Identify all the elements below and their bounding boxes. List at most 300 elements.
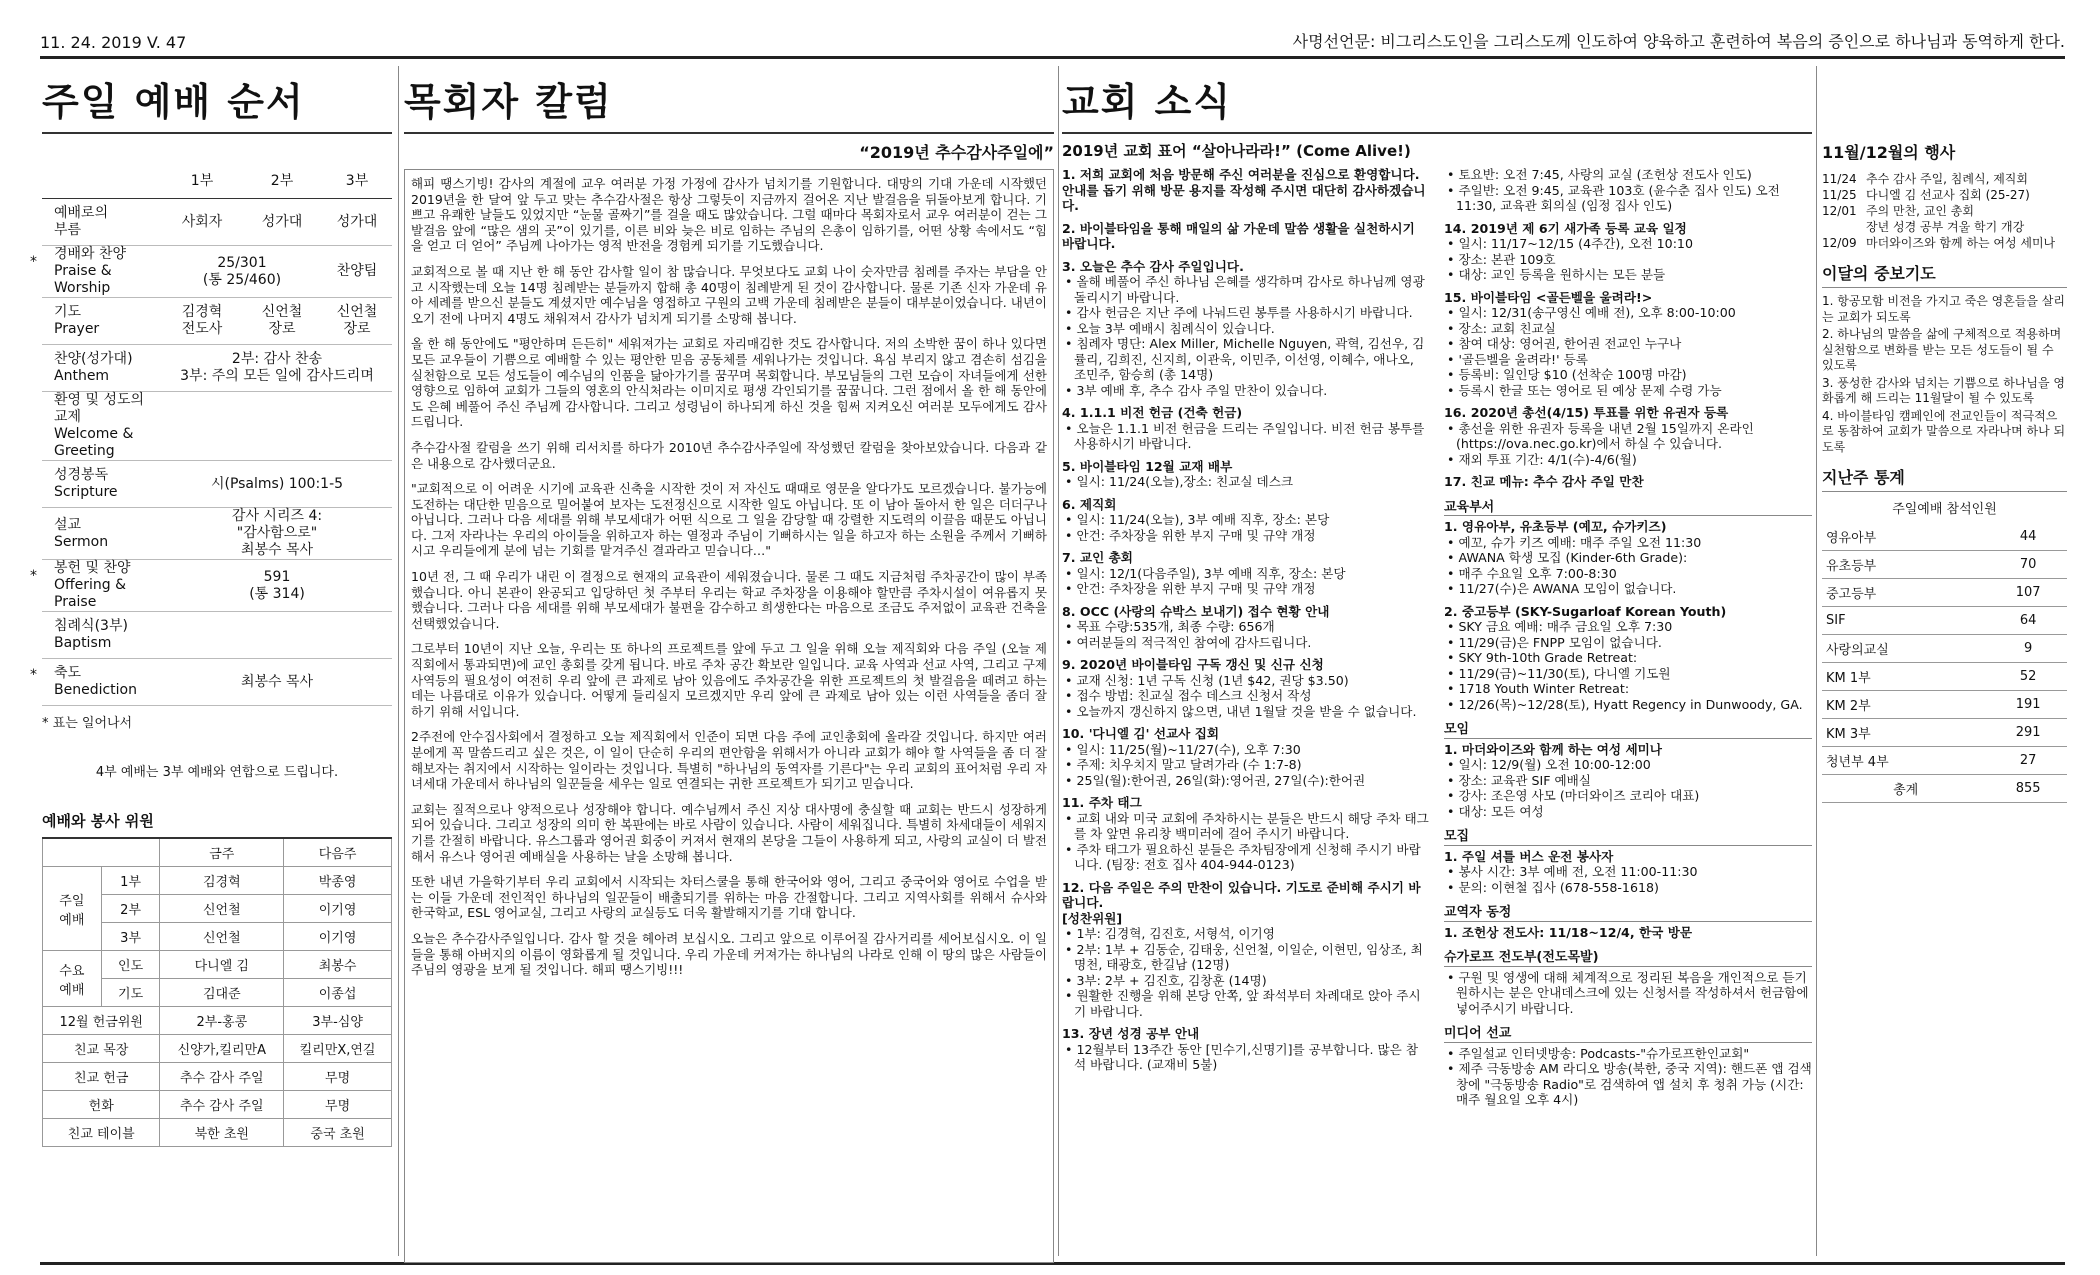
news-item xyxy=(1062,550,1430,597)
staff-this-week: 다니엘 김 xyxy=(160,951,284,979)
news-item-title: 5. 바이블타임 12월 교재 배부 xyxy=(1062,458,1233,474)
order-value: 591 (통 314) xyxy=(249,568,305,602)
order-label: 경배와 찬양 Praise & Worship xyxy=(54,246,127,296)
title-rule xyxy=(404,132,1054,134)
stand-marker: * xyxy=(30,568,37,584)
staff-role: 친교 테이블 xyxy=(43,1119,160,1147)
staff-this-week: 김대준 xyxy=(160,979,284,1007)
table-row xyxy=(1822,663,2067,691)
order-row xyxy=(42,461,392,508)
news-bullet: • 예꼬, 슈가 키즈 예배: 매주 주일 오전 11:30 xyxy=(1456,535,1812,551)
staff-table xyxy=(42,837,392,1147)
news-item-bullets xyxy=(1062,474,1430,490)
column-paragraph: 2주전에 안수집사회에서 결정하고 오늘 제직회에서 인준이 되면 다음 주에 교인총회에 올라갈 것입니다. 하지만 여러분에게 꼭 말씀드리고 싶은 것은, 이 일이 단순히 우리의 편안함을 위해서가 아니라 교회가 해야 할 사역들을 좀 더 잘해보자는 취지에서 시작하는 일이라는 것입니다. 특별히 "하나님의 동역자를 기른다"는 우리 교회의 표어처럼 우리 자녀세대 가운데서 하나님의 일꾼들을 세우는 일로 연결되는 귀한 프로젝트가 되기고 믿습니다. xyxy=(411,729,1047,792)
news-title: 교회 소식 xyxy=(1062,80,1233,124)
staff-this-week: 신양가,킬리만A xyxy=(160,1035,284,1063)
joint-service-note: 4부 예배는 3부 예배와 연합으로 드립니다. xyxy=(95,765,339,780)
order-row xyxy=(42,508,392,560)
news-bullet: • 제주 극동방송 AM 라디오 방송(북한, 중국 지역): 핸드폰 앱 검색창에 "극동방송 Radio"로 검색하여 앱 설치 후 청취 가능 (시간: 매주 월요일 오후 4시) xyxy=(1456,1061,1812,1108)
stat-value: 291 xyxy=(1989,719,2067,747)
news-bullet: • AWANA 학생 모집 (Kinder-6th Grade): xyxy=(1456,550,1812,566)
event-date: 12/01 xyxy=(1822,204,1857,218)
service-col-header: 3부 xyxy=(345,172,369,189)
events-title: 11월/12월의 행사 xyxy=(1822,143,1956,162)
table-row xyxy=(1822,523,2067,551)
news-bullet: • 일시: 12/1(다음주일), 3부 예배 직후, 장소: 본당 xyxy=(1074,566,1430,582)
news-item xyxy=(1062,497,1430,544)
order-value: 최봉수 목사 xyxy=(240,673,314,690)
order-row xyxy=(30,560,392,612)
order-row xyxy=(42,345,392,392)
news-item-title: 8. OCC (사랑의 슈박스 보내기) 접수 현황 안내 xyxy=(1062,603,1330,619)
news-item-bullets xyxy=(1444,619,1812,712)
stats-title: 지난주 통계 xyxy=(1822,465,2067,492)
news-item-title: 17. 친교 메뉴: 추수 감사 주일 만찬 xyxy=(1444,474,1644,489)
staff-slot: 2부 xyxy=(101,895,160,923)
stat-value: 9 xyxy=(1989,635,2067,663)
order-value: 25/301 (통 25/460) xyxy=(202,254,282,288)
staff-this-week: 김경혁 xyxy=(160,867,284,895)
news-bullet: • 주일설교 인터넷방송: Podcasts-"슈가로프한인교회" xyxy=(1456,1046,1812,1062)
divider xyxy=(1816,66,1817,1256)
staff-group: 수요 예배 xyxy=(43,951,102,1007)
stats-subtitle: 주일예배 참석인원 xyxy=(1892,502,1997,517)
dept-heading: 모집 xyxy=(1444,829,1812,846)
church-motto: 2019년 교회 표어 “살아나라라!” (Come Alive!) xyxy=(1062,142,1411,160)
order-row xyxy=(42,392,392,461)
column-paragraph: 해피 땡스기빙! 감사의 계절에 교우 여러분 가정 가정에 감사가 넘치기를 기원합니다. 대망의 기대 가운데 시작했던 2019년을 한 달여 앞 두고 맞는 추수감사절은 항상 그렇듯이 지금까지 걸어온 지난 발걸음을 뒤돌아보게 합니다. 기쁘고 유쾌한 날들도 있었지만 “눈물 골짜기”를 걸을 때도 많았습니다. 그럴 때마다 목회자로서 교우 여러분이 걷는 그 발걸음 앞에 “많은 샘의 곳”이 있기를, 이른 비와 늦은 비로 임하는 주님의 은총이 임하기를, 어떤 상황 속에서도 “힘을 얻고 더 얻어” 주님께 나아가는 영적 반전을 경험케 되기를 기도했습니다. xyxy=(411,176,1047,254)
news-bullet: • 25일(월):한어권, 26일(화):영어권, 27일(수):한어권 xyxy=(1074,773,1430,789)
dept-heading: 모임 xyxy=(1444,722,1812,739)
dept-heading: 슈가로프 전도부(전도목발) xyxy=(1444,950,1812,967)
column-paragraph: 그로부터 10년이 지난 오늘, 우리는 또 하나의 프로젝트를 앞에 두고 그 일을 위해 오늘 제직회와 다음 주일 (오늘 제직회에서 통과되면)에 교인 총회를 갖게 됩니다. 바로 주차 공간 확보란 일입니다. 교육 사역과 선교 사역, 그리고 구제 사역등의 필요성이 여전히 우리 앞에 큰 과제로 남아 있음에도 주차공간을 위한 프로젝트의 첫 발걸음을 떼려고 하는 데는 나름대로 이유가 있습니다. 어떻게 들리실지 모르겠지만 우리 앞에 큰 과제로 남아 있는 이런 사역들을 좀더 잘 하기 위해 서입니다. xyxy=(411,641,1047,719)
staff-this-week: 신언철 xyxy=(160,923,284,951)
news-item-title: 6. 제직회 xyxy=(1062,496,1117,512)
news-item-title: 13. 장년 성경 공부 안내 xyxy=(1062,1026,1200,1041)
event-name: 주의 만찬, 교인 총회 xyxy=(1866,204,1974,218)
prayer-item: 2. 하나님의 말씀을 삶에 구체적으로 적용하며 실천함으로 변화를 받는 모든 성도들이 될 수 있도록 xyxy=(1822,327,2062,372)
news-bullet: • 여러분들의 적극적인 참여에 감사드립니다. xyxy=(1074,635,1430,651)
order-row xyxy=(42,298,392,345)
prayer-item: 4. 바이블타임 캠페인에 전교인들이 적극적으로 동참하여 교회가 말씀으로 자라나며 하나 되도록 xyxy=(1822,408,2066,454)
news-bullet: • 대상: 모든 여성 xyxy=(1456,804,1812,820)
staff-this-week: 신언철 xyxy=(160,895,284,923)
staff-slot: 기도 xyxy=(101,979,160,1007)
news-bullet: • 3부: 2부 + 김진호, 김창훈 (14명) xyxy=(1074,973,1430,989)
staff-next-week: 중국 초원 xyxy=(284,1119,392,1147)
staff-next-week: 이종섭 xyxy=(284,979,392,1007)
table-row xyxy=(43,1119,392,1147)
staff-title: 예배와 봉사 위원 xyxy=(42,812,154,830)
news-bullet: • 매주 수요일 오후 7:00-8:30 xyxy=(1456,566,1812,582)
event-row xyxy=(1822,171,2067,187)
event-date: 11/24 xyxy=(1822,172,1857,186)
staff-this-week: 추수 감사 주일 xyxy=(160,1063,284,1091)
order-header xyxy=(42,164,392,199)
order-value: 찬양팀 xyxy=(336,263,378,279)
news-bullet: • 교회 내와 미국 교회에 주차하시는 분들은 반드시 해당 주차 태그를 차 앞면 유리창 백미러에 걸어 주시기 바랍니다. xyxy=(1074,811,1430,842)
news-item xyxy=(1062,221,1430,252)
order-row xyxy=(42,612,392,659)
stat-value: 27 xyxy=(1989,747,2067,775)
news-item-bullets xyxy=(1062,619,1430,650)
column-paragraph: 교회는 질적으로나 양적으로나 성장해야 합니다. 예수님께서 주신 지상 대사명에 충실할 때 교회는 반드시 성장하게 되어 있습니다. 그리고 성장의 의미 한 복판에는 바로 사람이 있습니다. 사람이 세워집니다. 특별히 차세대들이 세워지기를 간절히 바랍니다. 유스그룹과 영어권 회중이 커져서 현재의 본당을 그들이 사용하게 되고, 사랑의 교실이 더 발전해서 유스나 영어권 예배실을 사용하는 날을 소망해 봅니다. xyxy=(411,801,1047,864)
news-item-bullets xyxy=(1062,811,1430,873)
order-label: 성경봉독 Scripture xyxy=(54,467,118,500)
dept-heading: 미디어 선교 xyxy=(1444,1026,1812,1043)
news-bullet: • 강사: 조은영 사모 (마더와이즈 코리아 대표) xyxy=(1456,788,1812,804)
news-item xyxy=(1444,290,1812,399)
news-bullet: • 접수 방법: 친교실 접수 데스크 신청서 작성 xyxy=(1074,688,1430,704)
event-date: 12/09 xyxy=(1822,236,1857,250)
stat-label: 총계 xyxy=(1822,775,1989,803)
news-bullet: • 침례자 명단: Alex Miller, Michelle Nguyen, 곽혁, 김선우, 김률리, 김희진, 신지희, 이관욱, 이민주, 이선영, 이혜수, 애나오, 조민주, 함승희 (총 14명) xyxy=(1074,336,1430,383)
news-item xyxy=(1062,167,1430,214)
stat-value: 107 xyxy=(1989,579,2067,607)
table-row xyxy=(43,1091,392,1119)
worship-order-column xyxy=(30,72,392,1147)
staff-next-week: 3부-심양 xyxy=(284,1007,392,1035)
table-row xyxy=(1822,775,2067,803)
news-item-bullets xyxy=(1062,274,1430,398)
news-item-bullets xyxy=(1062,926,1430,1019)
staff-slot: 인도 xyxy=(101,951,160,979)
news-item-title: 4. 1.1.1 비전 헌금 (건축 헌금) xyxy=(1062,405,1243,420)
news-bullet: • 교재 신청: 1년 구독 신청 (1년 $42, 권당 $3.50) xyxy=(1074,673,1430,689)
dept-heading: 교육부서 xyxy=(1444,500,1812,517)
news-item xyxy=(1062,604,1430,651)
stat-label: 청년부 4부 xyxy=(1822,747,1989,775)
news-item-title: 2. 중고등부 (SKY-Sugarloaf Korean Youth) xyxy=(1444,603,1727,619)
news-bullet: • 1부: 김경혁, 김진호, 서형석, 이기영 xyxy=(1074,926,1430,942)
news-item xyxy=(1062,795,1430,873)
order-label: 침례식(3부) Baptism xyxy=(54,618,128,651)
stat-value: 44 xyxy=(1989,523,2067,551)
staff-next-week: 박종영 xyxy=(284,867,392,895)
news-item-title: 3. 오늘은 추수 감사 주일입니다. xyxy=(1062,258,1244,274)
dept-heading: 교역자 동정 xyxy=(1444,905,1812,922)
news-item xyxy=(1444,405,1812,467)
news-left xyxy=(1062,167,1430,1115)
title-rule xyxy=(1062,132,1812,134)
news-bullet: • 일시: 11/17~12/15 (4주간), 오전 10:10 xyxy=(1456,236,1812,252)
news-item-bullets xyxy=(1062,421,1430,452)
news-bullet: • 봉사 시간: 3부 예배 전, 오전 11:00-11:30 xyxy=(1456,864,1812,880)
stat-value: 70 xyxy=(1989,551,2067,579)
table-row xyxy=(43,951,392,979)
column-body xyxy=(404,169,1054,1263)
order-label: 기도 Prayer xyxy=(54,304,100,337)
news-bullet: • 등록시 한글 또는 영어로 된 예상 문제 수령 가능 xyxy=(1456,383,1812,399)
news-item-bullets xyxy=(1062,512,1430,543)
news-item-title: 1. 조헌상 전도사: 11/18~12/4, 한국 방문 xyxy=(1444,924,1693,940)
news-item xyxy=(1062,726,1430,788)
news-bullet: • 2부: 1부 + 김동순, 김태웅, 신언철, 이일순, 이현민, 임상조, 최명천, 태광호, 한길남 (12명) xyxy=(1074,942,1430,973)
prayer-title: 이달의 중보기도 xyxy=(1822,261,2067,288)
news-bullet: • 오늘까지 갱신하지 않으면, 내년 1월달 것을 받을 수 없습니다. xyxy=(1074,704,1430,720)
news-item xyxy=(1062,459,1430,490)
table-row xyxy=(43,1007,392,1035)
stand-marker: * xyxy=(30,667,37,683)
news-item-title: 1. 영유아부, 유초등부 (예꼬, 슈가키즈) xyxy=(1444,519,1667,534)
event-row xyxy=(1822,203,2067,219)
stand-note: * 표는 일어나서 xyxy=(42,716,133,731)
title-rule xyxy=(42,132,392,134)
worship-order-title: 주일 예배 순서 xyxy=(42,80,305,124)
news-bullet: • 일시: 12/9(월) 오전 10:00-12:00 xyxy=(1456,757,1812,773)
sidebar-column xyxy=(1822,72,2067,803)
news-bullet: • '골든벨을 울려라!' 등록 xyxy=(1456,352,1812,368)
news-item-title: 1. 주일 셔틀 버스 운전 봉사자 xyxy=(1444,848,1614,864)
news-bullet: • 장소: 교육관 SIF 예배실 xyxy=(1456,773,1812,789)
prayer-item: 1. 항공모함 비전을 가지고 죽은 영혼들을 살리는 교회가 되도록 xyxy=(1822,294,2065,324)
prayer-item: 3. 풍성한 감사와 넘치는 기쁨으로 하나님을 영화롭게 해 드리는 11월달이 될 수 있도록 xyxy=(1822,375,2065,405)
stat-label: 영유아부 xyxy=(1822,523,1989,551)
news-item-bullets xyxy=(1444,167,1812,214)
stat-label: KM 3부 xyxy=(1822,719,1989,747)
order-value: 신언철 장로 xyxy=(336,304,378,337)
news-right xyxy=(1444,167,1812,1115)
column-paragraph: 10년 전, 그 때 우리가 내린 이 결정으로 현재의 교육관이 세워졌습니다. 물론 그 때도 지금처럼 주차공간이 많이 부족했습니다. 아니 본관이 완공되고 입당하던 첫 주부터 우리는 학교 주차장을 이용해야 할만큼 주차시설이 여유롭지 못했습니다. 그러나 다음 세대를 위해 부모세대가 불편을 감수하고 희생한다는 마음으로 조금도 주저없이 교육관 건축을 선택했었습니다. xyxy=(411,569,1047,631)
column-paragraph: 오늘은 추수감사주일입니다. 감사 할 것을 헤아려 보십시오. 그리고 앞으로 이루어질 감사거리를 세어보십시오. 이 일들을 통해 아버지의 이름이 영화롭게 될 것입니다. 우리 가운데 커져가는 하나님의 나라로 인해 이 땅의 많은 사람들이 주님의 영광을 보게 될 것입니다. 해피 땡스기빙!!! xyxy=(411,930,1047,978)
news-item-bullets xyxy=(1062,673,1430,720)
news-bullet: • 일시: 11/25(월)~11/27(수), 오후 7:30 xyxy=(1074,742,1430,758)
news-bullet: • 안건: 주차장을 위한 부지 구매 및 규약 개정 xyxy=(1074,581,1430,597)
column-paragraph: 추수감사절 칼럼을 쓰기 위해 리서치를 하다가 2010년 추수감사주일에 작성했던 칼럼을 찾아보았습니다. 다음과 같은 내용으로 감사했더군요. xyxy=(411,439,1047,471)
news-bullet: • 오늘 3부 예배시 침례식이 있습니다. xyxy=(1074,321,1430,337)
issue-date: 11. 24. 2019 V. 47 xyxy=(40,33,187,52)
stat-label: 사랑의교실 xyxy=(1822,635,1989,663)
news-bullet: • 11/27(수)은 AWANA 모임이 없습니다. xyxy=(1456,581,1812,597)
news-item-bullets xyxy=(1444,535,1812,597)
news-bullet: • 3부 예배 후, 추수 감사 주일 만찬이 있습니다. xyxy=(1074,383,1430,399)
news-item-bullets xyxy=(1062,566,1430,597)
staff-role: 헌화 xyxy=(43,1091,160,1119)
stat-value: 191 xyxy=(1989,691,2067,719)
news-bullet: • 일시: 11/24(오늘), 3부 예배 직후, 장소: 본당 xyxy=(1074,512,1430,528)
event-name: 장년 성경 공부 겨울 학기 개강 xyxy=(1866,220,2025,234)
order-value: 성가대 xyxy=(336,213,378,230)
stat-label: 유초등부 xyxy=(1822,551,1989,579)
pastor-column-title: 목회자 칼럼 xyxy=(404,80,613,124)
event-row xyxy=(1822,235,2067,251)
news-bullet: • 문의: 이현철 집사 (678-558-1618) xyxy=(1456,880,1812,896)
news-item-bullets xyxy=(1444,421,1812,468)
staff-col-header: 다음주 xyxy=(284,838,392,867)
column-subtitle: “2019년 추수감사주일에” xyxy=(859,143,1054,162)
table-row xyxy=(1822,579,2067,607)
news-item-title: 1. 마더와이즈와 함께 하는 여성 세미나 xyxy=(1444,741,1662,757)
event-name: 마더와이즈와 함께 하는 여성 세미나 xyxy=(1866,236,2056,250)
news-bullet: • 장소: 교회 친교실 xyxy=(1456,321,1812,337)
column-paragraph: 또한 내년 가을학기부터 우리 교회에서 시작되는 차터스쿨을 통해 한국어와 영어, 그리고 중국어와 영어로 수업을 받는 이들 가운데 전인적인 하나님의 일꾼들이 배출되기를 위하는 마음 간절합니다. 그리고 지역사회를 위해서 슈사와 한국학교, ESL 영어교실, 그리고 사랑의 교실등도 더욱 활발해지기를 기대 합니다. xyxy=(411,874,1047,921)
news-bullet: • 감사 헌금은 지난 주에 나눠드린 봉투를 사용하시기 바랍니다. xyxy=(1074,305,1430,321)
staff-next-week: 킬리만X,연길 xyxy=(284,1035,392,1063)
order-row xyxy=(30,659,392,706)
events-list xyxy=(1822,171,2067,251)
news-item-title: 14. 2019년 제 6기 새가족 등록 교육 일정 xyxy=(1444,220,1687,236)
order-value: 성가대 xyxy=(261,213,303,230)
stats-table xyxy=(1822,523,2067,803)
table-row xyxy=(43,867,392,895)
order-value: 사회자 xyxy=(181,213,223,230)
news-item xyxy=(1444,519,1812,597)
news-bullet: • 대상: 교인 등록을 원하시는 모든 분들 xyxy=(1456,267,1812,283)
news-bullet: • 일시: 12/31(송구영신 예배 전), 오후 8:00-10:00 xyxy=(1456,305,1812,321)
prayer-list xyxy=(1822,294,2067,455)
staff-next-week: 이기영 xyxy=(284,923,392,951)
news-item xyxy=(1444,970,1812,1017)
news-item-title: 7. 교인 총회 xyxy=(1062,550,1133,565)
news-item-title: 2. 바이블타임을 통해 매일의 삶 가운데 말씀 생활을 실천하시기 바랍니다. xyxy=(1062,220,1415,251)
news-bullet: • 일시: 11/24(오늘),장소: 친교실 데스크 xyxy=(1074,474,1430,490)
stat-value: 64 xyxy=(1989,607,2067,635)
news-item-title: 11. 주차 태그 xyxy=(1062,795,1142,810)
mission-statement: 사명선언문: 비그리스도인을 그리스도께 인도하여 양육하고 훈련하여 복음의 증인으로 하나님과 동역하게 한다. xyxy=(1292,32,2065,51)
order-label: 예배로의 부름 xyxy=(54,205,109,238)
table-row xyxy=(1822,747,2067,775)
news-item-bullets xyxy=(1444,305,1812,398)
news-item xyxy=(1062,405,1430,452)
top-bar xyxy=(40,20,2065,52)
worship-order-table xyxy=(30,164,392,706)
staff-col-header: 금주 xyxy=(160,838,284,867)
staff-group: 주일 예배 xyxy=(43,867,102,951)
staff-this-week: 북한 초원 xyxy=(160,1119,284,1147)
service-col-header: 2부 xyxy=(270,172,294,189)
table-row xyxy=(1822,719,2067,747)
news-bullet: • 원활한 진행을 위해 본당 안쪽, 앞 좌석부터 차례대로 앉아 주시기 바랍니다. xyxy=(1074,988,1430,1019)
news-bullet: • 12/26(목)~12/28(토), Hyatt Regency in Dunwoody, GA. xyxy=(1456,697,1812,713)
staff-role: 친교 헌금 xyxy=(43,1063,160,1091)
order-value: 김경혁 전도사 xyxy=(181,304,223,337)
news-bullet: • 11/29(금)은 FNPP 모임이 없습니다. xyxy=(1456,635,1812,651)
news-item xyxy=(1444,742,1812,820)
column-paragraph: 올 한 해 동안에도 "평안하며 든든히" 세워져가는 교회로 자리매김한 것도 감사합니다. 저의 소박한 꿈이 하나 있다면 모든 교우들이 기쁨으로 예배할 수 있는 평안한 믿음 공동체를 세워나가는 것입니다. 욕심 부리지 않고 겸손히 섬김을 실천함으로 모든 성도들이 예수님의 인품을 닮아가기를 꿈꾸며 목회합니다. 부모님들의 그런 모습이 자녀들에게 선한 영향으로 임하여 교회가 그들의 영혼의 안식처라는 이미지로 평생 각인되기를 꿈꿉니다. 그런 점에서 올 한 해 동안에도 은혜 베풀어 주신 주님께 감사합니다. 그리고 성령님이 하나되게 하신 것을 힘써 지켜오신 여러분 모두에게도 감사드립니다. xyxy=(411,336,1047,430)
news-bullet: • 총선을 위한 유권자 등록을 내년 2월 15일까지 온라인(https://ova.nec.go.kr)에서 하실 수 있습니다. xyxy=(1456,421,1812,452)
event-name: 다니엘 김 선교사 집회 (25-27) xyxy=(1866,188,2030,202)
news-bullet: • 올해 베풀어 주신 하나님 은혜를 생각하며 감사로 하나님께 영광 돌리시기 바랍니다. xyxy=(1074,274,1430,305)
order-row xyxy=(30,246,392,298)
order-value: 시(Psalms) 100:1-5 xyxy=(210,475,344,492)
header-blank xyxy=(43,838,160,867)
table-row xyxy=(1822,607,2067,635)
event-date xyxy=(1822,219,1866,235)
staff-role: 친교 목장 xyxy=(43,1035,160,1063)
news-item-title: 12. 다음 주일은 주의 만찬이 있습니다. 기도로 준비해 주시기 바랍니다. xyxy=(1062,879,1421,910)
news-bullet: • 오늘은 1.1.1 비전 헌금을 드리는 주일입니다. 비전 헌금 봉투를 사용하시기 바랍니다. xyxy=(1074,421,1430,452)
event-name: 추수 감사 주일, 침례식, 제직회 xyxy=(1866,172,2028,186)
table-row xyxy=(1822,635,2067,663)
stat-label: SIF xyxy=(1822,607,1989,635)
divider xyxy=(1058,66,1059,1256)
top-rule xyxy=(40,56,2065,59)
staff-next-week: 최봉수 xyxy=(284,951,392,979)
news-item-bullets xyxy=(1444,864,1812,895)
news-item xyxy=(1062,657,1430,719)
table-row xyxy=(1822,551,2067,579)
pastor-column xyxy=(404,72,1054,1263)
divider xyxy=(398,66,399,1256)
news-item xyxy=(1062,259,1430,399)
staff-this-week: 2부-홍콩 xyxy=(160,1007,284,1035)
stat-label: KM 1부 xyxy=(1822,663,1989,691)
news-item xyxy=(1444,474,1812,490)
service-col-header: 1부 xyxy=(190,172,214,189)
order-value: 2부: 감사 찬송 3부: 주의 모든 일에 감사드리며 xyxy=(180,351,374,384)
order-label: 축도 Benediction xyxy=(54,665,137,698)
news-item-bullets xyxy=(1444,1046,1812,1108)
news-bullet: • 안건: 주차장을 위한 부지 구매 및 규약 개정 xyxy=(1074,528,1430,544)
event-row xyxy=(1822,187,2067,203)
news-item-title: 16. 2020년 총선(4/15) 투표를 위한 유권자 등록 xyxy=(1444,405,1729,420)
news-bullet: • 11/29(금)~11/30(토), 다니엘 기도원 xyxy=(1456,666,1812,682)
staff-next-week: 무명 xyxy=(284,1063,392,1091)
news-item xyxy=(1444,221,1812,283)
news-bullet: • 토요반: 오전 7:45, 사랑의 교실 (조헌상 전도사 인도) xyxy=(1456,167,1812,183)
news-item xyxy=(1444,167,1812,214)
news-item-title: 1. 저희 교회에 처음 방문해 주신 여러분을 진심으로 환영합니다. 안내를 돕기 위해 방문 용지를 작성해 주시면 대단히 감사하겠습니다. xyxy=(1062,167,1426,213)
news-bullet: • 목표 수량:535개, 최종 수량: 656개 xyxy=(1074,619,1430,635)
order-value: 감사 시리즈 4: "감사함으로" 최봉수 목사 xyxy=(231,508,323,558)
news-bullet: • 주일반: 오전 9:45, 교육관 103호 (윤수춘 집사 인도) 오전 11:30, 교육관 회의실 (임정 집사 인도) xyxy=(1456,183,1812,214)
news-bullet: • 구원 및 영생에 대해 체계적으로 정리된 복음을 개인적으로 듣기 원하시는 분은 안내데스크에 있는 신청서를 작성하셔서 헌금함에 넣어주시기 바랍니다. xyxy=(1456,970,1812,1017)
news-item-title: 9. 2020년 바이블타임 구독 갱신 및 신규 신청 xyxy=(1062,657,1324,672)
stat-label: KM 2부 xyxy=(1822,691,1989,719)
event-date: 11/25 xyxy=(1822,188,1857,202)
order-label: 환영 및 성도의 교제 Welcome & Greeting xyxy=(54,392,145,459)
column-paragraph: "교회적으로 이 어려운 시기에 교육관 신축을 시작한 것이 저 자신도 때때로 영문을 알다가도 모르겠습니다. 불가능에 도전하는 대단한 믿음으로 밀어붙여 보자는 도전정신으로 시작한 일도 아닙니다. 또 이 남아 돌아서 한 일은 더더구나 아닙니다. 그러나 다음 세대를 위해 부모세대가 어떤 식으로 그 일을 감당할 때 강렬한 지도력의 이끌음 때문도 아닙니다. 그저 자라나는 우리의 아이들을 위하고자 하는 열정과 주님이 기뻐하시는 일을 하고자 하는 소원을 주께서 기뻐하시고 우리들에게 분에 넘는 기회를 맡겨주신 결과라고 믿습니다…" xyxy=(411,481,1047,559)
news-item-bullets xyxy=(1062,1042,1430,1073)
news-bullet: • 재외 투표 기간: 4/1(수)-4/6(월) xyxy=(1456,452,1812,468)
news-bullet: • 주제: 치우치지 말고 달려가라 (수 1:7-8) xyxy=(1074,757,1430,773)
news-item xyxy=(1444,1046,1812,1108)
table-row xyxy=(43,1063,392,1091)
order-row xyxy=(42,199,392,246)
news-bullet: • 주차 태그가 필요하신 분들은 주차팀장에게 신청해 주시기 바랍니다. (팀장: 전호 집사 404-944-0123) xyxy=(1074,842,1430,873)
news-bullet: • SKY 9th-10th Grade Retreat: xyxy=(1456,650,1812,666)
news-item xyxy=(1444,604,1812,713)
news-item xyxy=(1444,849,1812,896)
news-bullet: • 12월부터 13주간 동안 [민수기,신명기]를 공부합니다. 많은 참석 바랍니다. (교재비 5불) xyxy=(1074,1042,1430,1073)
staff-next-week: 이기영 xyxy=(284,895,392,923)
stat-value: 855 xyxy=(1989,775,2067,803)
news-item-bullets xyxy=(1444,970,1812,1017)
column-paragraph: 교회적으로 볼 때 지난 한 해 동안 감사할 일이 참 많습니다. 무엇보다도 교회 나이 숫자만큼 침례를 주자는 부담을 안고 시작했는데 오늘 14명 침례받는 분들까지 합해 총 40명이 침례받게 된 것이 감사합니다. 물론 기존 신자 가운데 유아 세례를 받으신 분들도 계셨지만 예수님을 영접하고 구원의 고백 가운데 침례받은 분들이 대부분이었습니다. 내년이 오기 전에 나머지 4명도 채워져서 감사가 넘치게 되기를 소망해 봅니다. xyxy=(411,263,1047,326)
news-item-title: 10. '다니엘 김' 선교사 집회 xyxy=(1062,726,1220,741)
order-value: 신언철 장로 xyxy=(261,304,303,337)
order-label: 봉헌 및 찬양 Offering & Praise xyxy=(54,560,131,610)
event-row xyxy=(1822,219,2067,235)
staff-role: 12월 헌금위원 xyxy=(43,1007,160,1035)
news-bullet: • SKY 금요 예배: 매주 금요일 오후 7:30 xyxy=(1456,619,1812,635)
stand-marker: * xyxy=(30,254,37,270)
stat-value: 52 xyxy=(1989,663,2067,691)
news-item xyxy=(1062,1026,1430,1073)
news-item xyxy=(1062,880,1430,1020)
order-label: 설교 Sermon xyxy=(54,516,109,550)
news-item-bullets xyxy=(1062,742,1430,789)
news-bullet: • 참여 대상: 영어권, 한어권 전교인 누구나 xyxy=(1456,336,1812,352)
table-row xyxy=(1822,691,2067,719)
stat-label: 중고등부 xyxy=(1822,579,1989,607)
staff-next-week: 무명 xyxy=(284,1091,392,1119)
news-bullet: • 등록비: 일인당 $10 (선착순 100명 마감) xyxy=(1456,367,1812,383)
staff-this-week: 추수 감사 주일 xyxy=(160,1091,284,1119)
staff-slot: 1부 xyxy=(101,867,160,895)
staff-slot: 3부 xyxy=(101,923,160,951)
news-item-bullets xyxy=(1444,236,1812,283)
